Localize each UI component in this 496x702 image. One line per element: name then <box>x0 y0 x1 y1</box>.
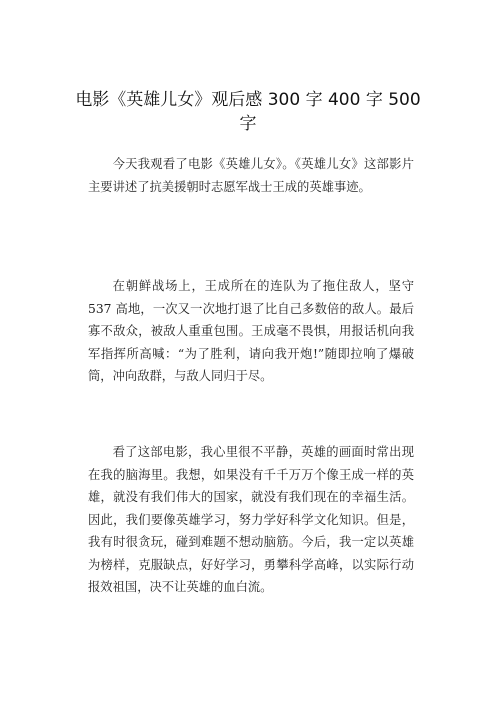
paragraph-story: 在朝鲜战场上，王成所在的连队为了拖住敌人，坚守 537 高地，一次又一次地打退了比自己多数倍的敌人。最后寡不敌众，被敌人重重包围。王成毫不畏惧，用报话机向我军指挥所高喊：“为了胜利，请向我开炮!”随即拉响了爆破筒，冲向敌群，与敌人同归于尽。 <box>88 279 414 383</box>
paragraph-intro: 今天我观看了电影《英雄儿女》。《英雄儿女》这部影片主要讲述了抗美援朝时志愿军战士王成的英雄事迹。 <box>88 157 414 194</box>
paragraph-reflection: 看了这部电影，我心里很不平静，英雄的画面时常出现在我的脑海里。我想，如果没有千千万万个像王成一样的英雄，就没有我们伟大的国家，就没有我们现在的幸福生活。因此，我们要像英雄学习，努力学好科学文化知识。但是，我有时很贪玩，碰到难题不想动脑筋。今后，我一定以英雄为榜样，克服缺点，好好学习，勇攀科学高峰，以实际行动报效祖国，决不让英雄的血白流。 <box>88 445 414 594</box>
document-title: 电影《英雄儿女》观后感 300 字 400 字 500 字 <box>75 90 421 134</box>
